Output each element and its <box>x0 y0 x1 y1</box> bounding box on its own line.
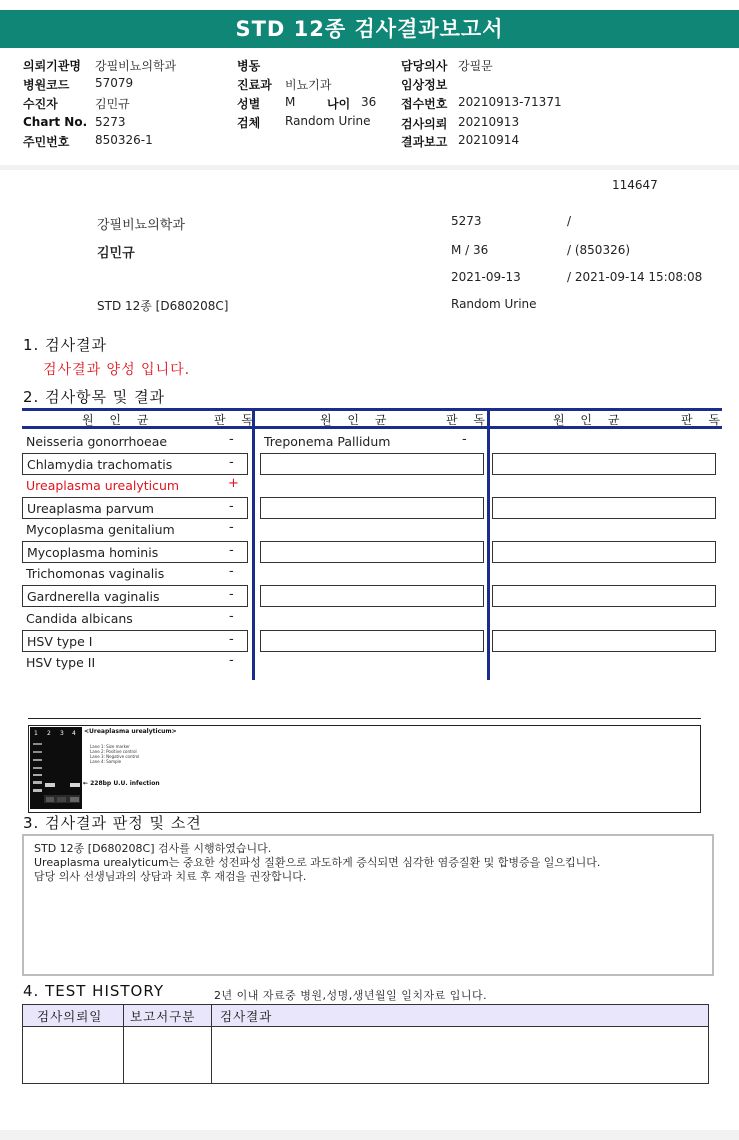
result-row <box>22 497 248 519</box>
header-key: 임상정보 <box>401 78 448 92</box>
header-key: 담당의사 <box>401 59 448 73</box>
organism-name: HSV type II <box>26 655 96 670</box>
header-key: 검사의뢰 <box>401 117 448 131</box>
title-bar <box>0 0 739 48</box>
col-header-organism: 원 인 균 <box>553 413 626 427</box>
result-value: - <box>229 609 234 624</box>
col-header-organism: 원 인 균 <box>320 413 393 427</box>
lane-number: 2 <box>47 730 51 737</box>
result-value: - <box>229 499 234 514</box>
organism-name: Neisseria gonorrhoeae <box>26 434 168 449</box>
section-1-title: 1. 검사결과 <box>23 336 108 354</box>
organism-name: HSV type I <box>27 634 93 649</box>
table-divider <box>487 408 490 680</box>
header-value: 57079 <box>95 76 134 90</box>
header-value: 20210914 <box>458 133 520 147</box>
history-note: 2년 이내 자료중 병원,성명,생년월일 일치자료 입니다. <box>214 989 488 1002</box>
gel-legend-line: Lane 4: Sample <box>90 759 122 764</box>
organism-name: Treponema Pallidum <box>264 434 391 449</box>
gel-caption: <Ureaplasma urealyticum> <box>84 728 177 735</box>
result-row <box>22 431 248 453</box>
separator: / <box>567 214 572 228</box>
empty-row <box>260 630 484 652</box>
result-row <box>256 431 484 453</box>
result-row <box>22 652 248 674</box>
lane-number: 4 <box>72 730 76 737</box>
col-header-result: 판 독 <box>446 413 491 427</box>
header-value: 비뇨기과 <box>285 78 332 92</box>
empty-row <box>260 541 484 563</box>
header-key: 병원코드 <box>23 78 70 92</box>
header-key: 성별 <box>237 97 261 111</box>
header-key: 의뢰기관명 <box>23 59 81 73</box>
history-header: 검사의뢰일 <box>23 1005 124 1027</box>
chart-number: 5273 <box>451 214 482 228</box>
empty-row <box>492 630 716 652</box>
request-date: 2021-09-13 <box>451 270 521 284</box>
gel-legend-line: Lane 1: Size marker <box>90 744 130 749</box>
report-number: 114647 <box>612 178 658 192</box>
divider-line <box>28 718 701 719</box>
header-value: 김민규 <box>95 97 130 111</box>
result-value: - <box>229 455 234 470</box>
result-value: - <box>229 653 234 668</box>
history-cell <box>124 1027 212 1084</box>
result-value: - <box>229 587 234 602</box>
section-2-title: 2. 검사항목 및 결과 <box>23 388 166 406</box>
result-row <box>22 519 248 541</box>
organism-name: Trichomonas vaginalis <box>26 566 165 581</box>
header-key: Chart No. <box>23 115 88 129</box>
history-cell <box>212 1027 709 1084</box>
header-key: 병동 <box>237 59 261 73</box>
organism-name: Mycoplasma hominis <box>27 545 159 560</box>
header-value: 20210913 <box>458 115 520 129</box>
result-value: - <box>229 432 234 447</box>
report-datetime: / 2021-09-14 15:08:08 <box>567 270 703 284</box>
result-value: - <box>462 432 467 447</box>
gel-electrophoresis-image <box>30 727 82 809</box>
result-value: - <box>229 520 234 535</box>
test-name: STD 12종 [D680208C] <box>97 299 229 313</box>
header-key: 수진자 <box>23 97 58 111</box>
organism-name: Ureaplasma parvum <box>27 501 154 516</box>
empty-row <box>492 497 716 519</box>
history-row <box>23 1027 709 1084</box>
result-row <box>22 608 248 630</box>
gel-frame <box>28 725 701 813</box>
band-label: ← 228bp U.U. infection <box>83 780 160 787</box>
col-header-result: 판 독 <box>214 413 259 427</box>
gel-legend-line: Lane 3: Negative control <box>90 754 140 759</box>
result-value: - <box>229 543 234 558</box>
history-cell <box>23 1027 124 1084</box>
col-header-organism: 원 인 균 <box>82 413 155 427</box>
organism-name: Gardnerella vaginalis <box>27 589 160 604</box>
specimen: Random Urine <box>451 297 537 311</box>
history-header: 보고서구분 <box>124 1005 212 1027</box>
organism-name: Candida albicans <box>26 611 133 626</box>
header-value: M <box>285 95 296 109</box>
section-4-title: 4. TEST HISTORY <box>23 982 164 1000</box>
result-value-positive: + <box>228 476 239 491</box>
empty-row <box>492 453 716 475</box>
gel-bands <box>30 727 82 809</box>
result-row-positive <box>22 475 248 497</box>
lane-number: 3 <box>60 730 64 737</box>
opinion-line: Ureaplasma urealyticum는 중요한 성전파성 질환으로 과도하게 증식되면 심각한 염증질환 및 합병증을 일으킵니다. <box>34 856 601 869</box>
header-key: 검체 <box>237 116 261 130</box>
gel-legend-line: Lane 2: Positive control <box>90 749 137 754</box>
empty-row <box>260 497 484 519</box>
organism-name: Ureaplasma urealyticum <box>26 478 180 493</box>
empty-row <box>260 453 484 475</box>
header-value: 강필문 <box>458 59 493 73</box>
header-value: 강필비뇨의학과 <box>95 59 177 73</box>
report-title: STD 12종 검사결과보고서 <box>0 10 739 48</box>
positive-result-text: 검사결과 양성 입니다. <box>43 362 191 378</box>
result-row <box>22 541 248 563</box>
header-value: 850326-1 <box>95 133 153 147</box>
empty-row <box>492 541 716 563</box>
header-key: 진료과 <box>237 78 272 92</box>
result-row <box>22 630 248 652</box>
report-header <box>0 48 739 165</box>
header-value: Random Urine <box>285 114 371 128</box>
section-3-title: 3. 검사결과 판정 및 소견 <box>23 814 202 832</box>
opinion-line: STD 12종 [D680208C] 검사를 시행하였습니다. <box>34 842 272 855</box>
header-value: 5273 <box>95 115 126 129</box>
organism-name: Chlamydia trachomatis <box>27 457 173 472</box>
history-table <box>22 1004 709 1084</box>
empty-row <box>492 585 716 607</box>
table-divider <box>252 408 255 680</box>
header-key: 주민번호 <box>23 135 70 149</box>
result-row <box>22 585 248 607</box>
history-header: 검사결과 <box>212 1005 709 1027</box>
lane-number: 1 <box>34 730 38 737</box>
opinion-box <box>22 834 714 976</box>
header-key: 접수번호 <box>401 97 448 111</box>
organism-name: Mycoplasma genitalium <box>26 522 175 537</box>
empty-row <box>260 585 484 607</box>
header-key: 결과보고 <box>401 135 448 149</box>
patient-name: 김민규 <box>97 246 135 261</box>
col-header-result: 판 독 <box>681 413 726 427</box>
sex-age: M / 36 <box>451 243 489 257</box>
result-value: - <box>229 564 234 579</box>
header-key: 나이 <box>327 97 351 111</box>
result-value: - <box>229 632 234 647</box>
result-row <box>22 453 248 475</box>
clinic-name: 강필비뇨의학과 <box>97 218 185 233</box>
header-value: 36 <box>361 95 377 109</box>
opinion-line: 담당 의사 선생님과의 상담과 치료 후 재검을 권장합니다. <box>34 870 307 883</box>
gel-legend <box>90 744 139 764</box>
header-value: 20210913-71371 <box>458 95 562 109</box>
birth-date: / (850326) <box>567 243 631 257</box>
result-row <box>22 563 248 585</box>
